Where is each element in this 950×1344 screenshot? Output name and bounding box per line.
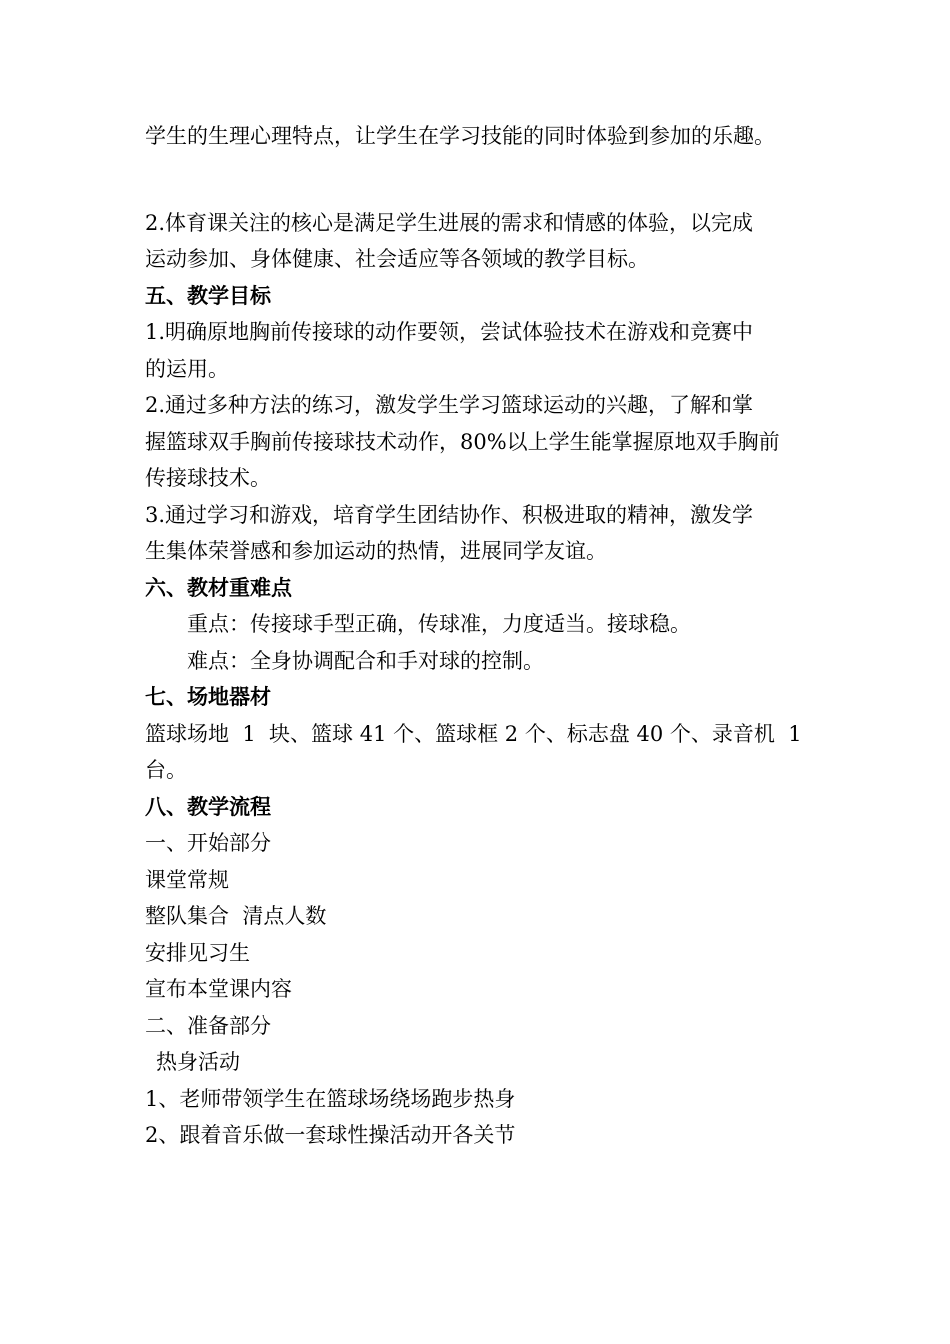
key-point-line: 重点：传接球手型正确，传球准，力度适当。接球稳。 bbox=[187, 612, 691, 636]
goal3-line1: 3.通过学习和游戏，培育学生团结协作、积极进取的精神，激发学 bbox=[145, 502, 754, 527]
section6-title: 六、教材重难点 bbox=[145, 575, 292, 600]
goal1-line2: 的运用。 bbox=[145, 356, 229, 381]
part2-subtitle: 热身活动 bbox=[156, 1050, 240, 1074]
goal3-line2: 生集体荣誉感和参加运动的热情，进展同学友谊。 bbox=[145, 539, 607, 563]
goal2-line3: 传接球技术。 bbox=[145, 466, 271, 490]
document-page bbox=[145, 118, 825, 1154]
part2-item: 1、老师带领学生在篮球场绕场跑步热身 bbox=[145, 1086, 516, 1111]
goal2-line2: 握篮球双手胸前传接球技术动作，80%以上学生能掌握原地双手胸前 bbox=[145, 429, 780, 454]
intro-line: 学生的生理心理特点，让学生在学习技能的同时体验到参加的乐趣。 bbox=[145, 124, 775, 148]
part1-item: 课堂常规 bbox=[145, 867, 229, 892]
equipment-line2: 台。 bbox=[145, 758, 187, 782]
difficulty-line: 难点：全身协调配合和手对球的控制。 bbox=[187, 648, 544, 673]
section5-title: 五、教学目标 bbox=[145, 283, 271, 308]
part2-item: 2、跟着音乐做一套球性操活动开各关节 bbox=[145, 1123, 516, 1147]
point2-line2: 运动参加、身体健康、社会适应等各领域的教学目标。 bbox=[145, 247, 649, 271]
part1-item: 整队集合 清点人数 bbox=[145, 904, 327, 928]
section8-title: 八、教学流程 bbox=[145, 794, 271, 819]
goal1-line1: 1.明确原地胸前传接球的动作要领，尝试体验技术在游戏和竞赛中 bbox=[145, 320, 754, 344]
part1-title: 一、开始部分 bbox=[145, 831, 271, 855]
section7-title: 七、场地器材 bbox=[145, 685, 271, 709]
point2-line1: 2.体育课关注的核心是满足学生进展的需求和情感的体验，以完成 bbox=[145, 210, 754, 235]
paragraph-spacer bbox=[145, 155, 825, 205]
part1-item: 宣布本堂课内容 bbox=[145, 977, 292, 1001]
equipment-line1: 篮球场地 1 块、篮球 41 个、篮球框 2 个、标志盘 40 个、录音机 1 bbox=[145, 721, 802, 746]
part1-item: 安排见习生 bbox=[145, 940, 250, 965]
part2-title: 二、准备部分 bbox=[145, 1013, 271, 1038]
goal2-line1: 2.通过多种方法的练习，激发学生学习篮球运动的兴趣，了解和掌 bbox=[145, 393, 754, 417]
